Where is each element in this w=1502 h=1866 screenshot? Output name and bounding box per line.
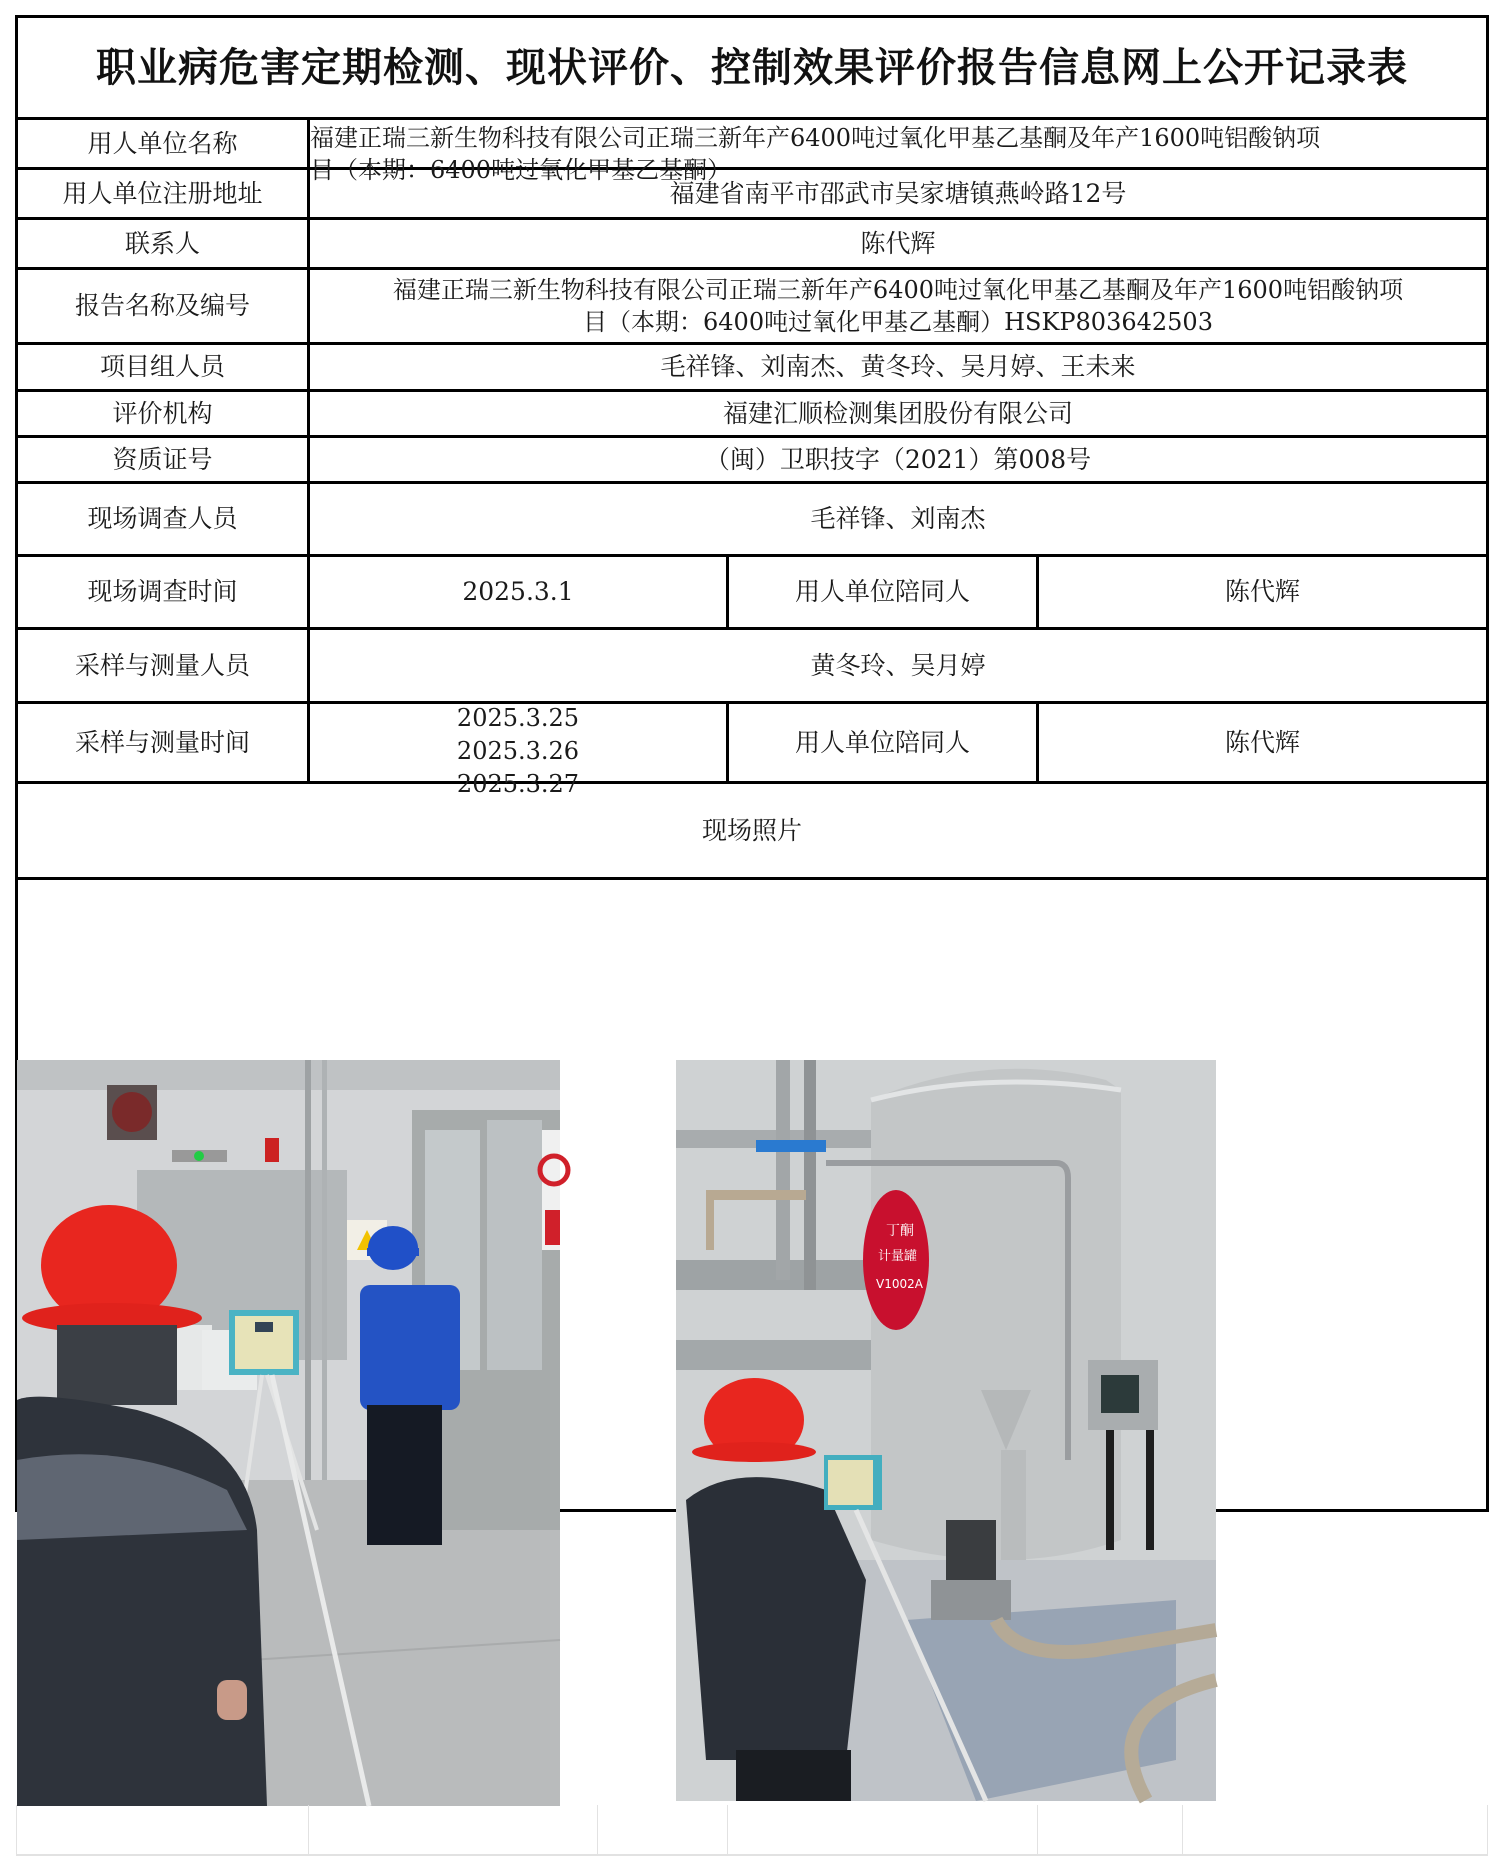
site-photo-2 (676, 1060, 1216, 1801)
site-photo-1 (17, 1060, 560, 1806)
svg-text:V1002A: V1002A (876, 1277, 923, 1291)
sampling-companion-value: 陈代辉 (1224, 727, 1300, 757)
employer-name-line-1: 福建正瑞三新生物科技有限公司正瑞三新年产6400吨过氧化甲基乙基酮及年产1600吨铝酸钠项 (310, 124, 1321, 152)
employer-address-label: 用人单位注册地址 (62, 178, 263, 208)
site-survey-staff-value: 毛祥锋、刘南杰 (810, 504, 986, 533)
report-name-line-2: 目（本期：6400吨过氧化甲基乙基酮）HSKP803642503 (583, 308, 1213, 336)
site-survey-companion-label: 用人单位陪同人 (794, 577, 970, 606)
employer-name-value (310, 120, 1486, 184)
site-survey-time-value: 2025.3.1 (462, 577, 574, 606)
site-survey-staff-label: 现场调查人员 (87, 504, 238, 533)
grid-line (1182, 1805, 1183, 1855)
grid-line (727, 1805, 728, 1855)
contact-value: 陈代辉 (860, 228, 936, 258)
employer-address-value: 福建省南平市邵武市吴家塘镇燕岭路12号 (669, 178, 1127, 208)
sampling-time-dates (310, 704, 726, 798)
evaluation-agency-label: 评价机构 (112, 398, 213, 428)
sampling-date: 2025.3.27 (456, 770, 580, 798)
svg-text:计量罐: 计量罐 (878, 1249, 918, 1264)
page-title: 职业病危害定期检测、现状评价、控制效果评价报告信息网上公开记录表 (96, 43, 1408, 91)
site-photo-1-image (17, 1060, 560, 1806)
grid-line (16, 1805, 17, 1855)
site-survey-time-label: 现场调查时间 (87, 577, 238, 606)
report-name-line-1: 福建正瑞三新生物科技有限公司正瑞三新年产6400吨过氧化甲基乙基酮及年产1600吨铝酸钠项 (392, 276, 1404, 304)
sampling-time-label: 采样与测量时间 (74, 727, 250, 757)
row-divider (15, 877, 1489, 880)
site-survey-companion-value: 陈代辉 (1224, 577, 1300, 606)
grid-line (1487, 1805, 1488, 1855)
grid-line (597, 1805, 598, 1855)
grid-line (16, 1854, 1488, 1856)
table-border-right (1486, 15, 1489, 1512)
report-name-value (310, 270, 1486, 342)
qualification-cert-value: （闽）卫职技字（2021）第008号 (704, 444, 1092, 474)
sampling-companion-label: 用人单位陪同人 (794, 727, 970, 757)
contact-label: 联系人 (124, 228, 200, 258)
sampling-staff-value: 黄冬玲、吴月婷 (810, 650, 986, 680)
site-photos-label: 现场照片 (701, 815, 802, 845)
employer-name-label: 用人单位名称 (87, 128, 238, 158)
project-team-label: 项目组人员 (99, 352, 225, 381)
site-photo-2-image (676, 1060, 1216, 1801)
evaluation-agency-value: 福建汇顺检测集团股份有限公司 (722, 398, 1073, 428)
report-name-label: 报告名称及编号 (74, 291, 250, 320)
employer-name-line-2: 目（本期：6400吨过氧化甲基乙基酮） (310, 156, 732, 184)
svg-text:丁酮: 丁酮 (886, 1223, 914, 1239)
qualification-cert-label: 资质证号 (112, 444, 213, 474)
sampling-date: 2025.3.25 (456, 704, 580, 732)
grid-line (308, 1805, 309, 1855)
sampling-date: 2025.3.26 (456, 737, 580, 765)
sampling-staff-label: 采样与测量人员 (74, 650, 250, 680)
grid-line (1037, 1805, 1038, 1855)
project-team-value: 毛祥锋、刘南杰、黄冬玲、吴月婷、王未来 (660, 352, 1136, 381)
